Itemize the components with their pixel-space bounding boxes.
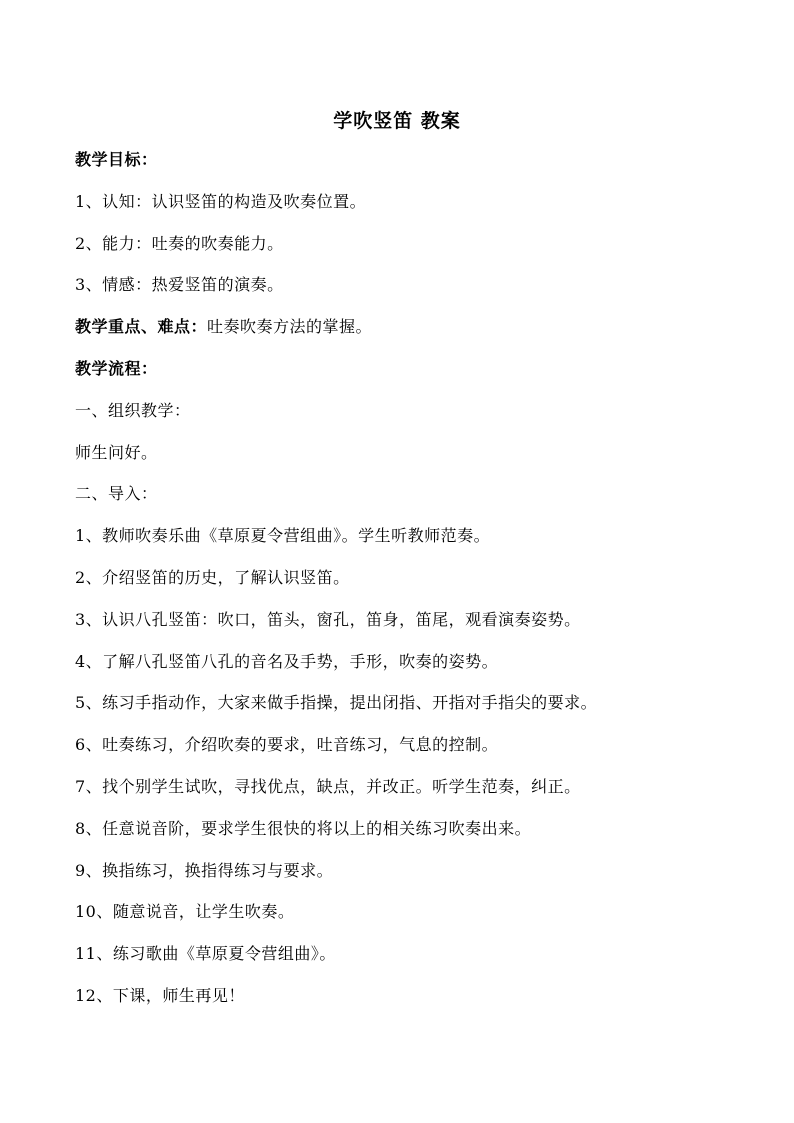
step-item: 12、下课，师生再见！ [75,985,245,1005]
step-item: 4、了解八孔竖笛八孔的音名及手势，手形，吹奏的姿势。 [75,651,499,671]
objective-item: 3、情感：热爱竖笛的演奏。 [75,275,284,295]
key-points-paragraph [75,314,735,356]
step-item: 5、练习手指动作，大家来做手指操，提出闭指、开指对手指尖的要求。 [75,693,598,713]
step-item: 11、练习歌曲《草原夏令营组曲》。 [75,944,336,964]
section-heading: 二、导入： [75,484,158,504]
objective-item: 1、认知：认识竖笛的构造及吹奏位置。 [75,191,367,211]
step-item: 3、认识八孔竖笛：吹口，笛头，窗孔，笛身，笛尾，观看演奏姿势。 [75,609,581,629]
section-heading: 一、组织教学： [75,400,191,420]
objective-item: 2、能力：吐奏的吹奏能力。 [75,233,284,253]
step-item: 10、随意说音，让学生吹奏。 [75,902,295,922]
step-item: 6、吐奏练习，介绍吹奏的要求，吐音练习，气息的控制。 [75,735,499,755]
document-title: 学吹竖笛 教案 [333,110,461,132]
step-item: 8、任意说音阶，要求学生很快的将以上的相关练习吹奏出来。 [75,818,532,838]
step-item: 1、教师吹奏乐曲《草原夏令营组曲》。学生听教师范奏。 [75,526,491,546]
step-item: 7、找个别学生试吹，寻找优点，缺点，并改正。听学生范奏，纠正。 [75,776,581,796]
section-text: 师生问好。 [75,442,158,462]
key-points-text: 吐奏吹奏方法的掌握。 [207,317,373,337]
process-heading: 教学流程： [75,358,158,378]
objectives-heading: 教学目标： [75,150,158,169]
document-body [75,147,735,1025]
key-points-label: 教学重点、难点： [75,317,208,337]
step-item: 9、换指练习，换指得练习与要求。 [75,860,334,880]
step-item: 2、介绍竖笛的历史，了解认识竖笛。 [75,567,350,587]
